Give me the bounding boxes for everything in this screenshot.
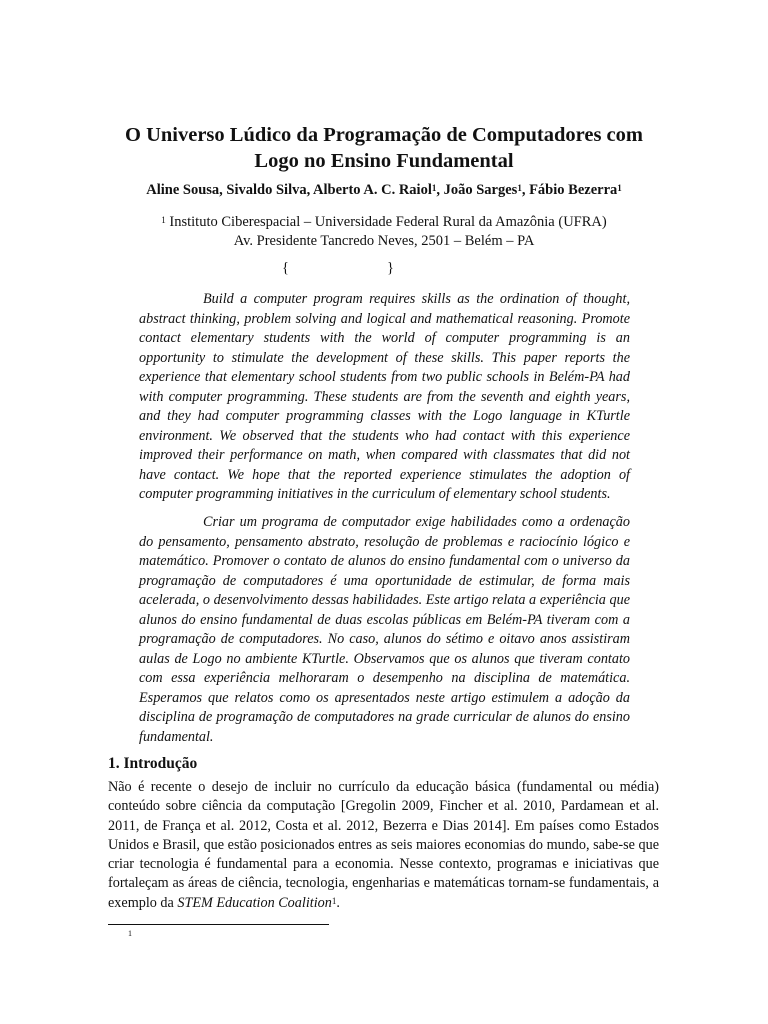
intro-italic-term: STEM Education Coalition	[177, 894, 332, 911]
paper-title	[100, 122, 668, 174]
abstract-portuguese: Criar um programa de computador exige habilidades como a ordenação do pensamento, pensamento abstrato, resolução de problemas e raciocínio lógico e matemático. Promover o contato de alunos do ensino fundamental com o universo da programação de computadores é uma oportunidade de estimular, de forma mais acelerada, o desenvolvimento dessas habilidades. Este artigo relata a experiência que alunos do ensino fundamental de duas escolas públicas em Belém-PA tiveram com a programação de computadores. No caso, alunos do sétimo e oitavo anos assistiram aulas de Logo no ambiente KTurtle. Observamos que os alunos que tiveram contato com essa experiência melhoraram o desempenho na disciplina de matemática. Esperamos que relatos como os apresentados neste artigo estimulem a adoção da disciplina de programação de computadores na grade curricular de alunos do ensino fundamental.	[139, 514, 630, 745]
email-close-brace: }	[387, 260, 394, 276]
title-line-1: O Universo Lúdico da Programação de Computadores com	[125, 124, 643, 146]
introduction-paragraph	[108, 778, 659, 913]
intro-text: Não é recente o desejo de incluir no currículo da educação básica (fundamental ou média) conteúdo sobre ciência da computação [Gregolin 2009, Fincher et al. 2010, Pardamean et al. 2011, de França et al. 2012, Costa et al. 2012, Bezerra e Dias 2014]. Em países como Estados Unidos e Brasil, que estão posicionados entres as seis maiores economias do mundo, sabe-se que criar tecnologia é fundamental para a economia. Nesse contexto, programas e iniciativas que fortaleçam as áreas de ciência, tecnologia, engenharias e matemáticas tornam-se fundamentais, a exemplo da	[108, 779, 659, 911]
intro-text-end: .	[336, 894, 340, 911]
affiliation-address: Av. Presidente Tancredo Neves, 2501 – Belém – PA	[233, 233, 535, 249]
author-list	[60, 181, 708, 199]
affiliation	[80, 213, 688, 251]
authors-part-2: , João Sarges	[436, 182, 518, 198]
email-open-brace: {	[282, 260, 289, 276]
abstract-english: Build a computer program requires skills as the ordination of thought, abstract thinking, problem solving and logical and mathematical reasoning. Promote contact elementary students with the world of computer programming is an opportunity to stimulate the development of these skills. This paper reports the experience that elementary school students from two public schools in Belém-PA had with computer programming. These students are from the seventh and eighth years, and they had computer programming classes with the Logo language in KTurtle environment. We observed that the students who had contact with this experience improved their performance on math, when compared with classmates that did not have contact. We hope that the reported experience stimulates the adoption of computer programming initiatives in the curriculum of elementary school students.	[139, 291, 630, 502]
affiliation-mark: 1	[161, 215, 166, 225]
title-line-2: Logo no Ensino Fundamental	[254, 150, 514, 172]
author-affil-mark: 1	[517, 183, 522, 193]
authors-part-1: Aline Sousa, Sivaldo Silva, Alberto A. C. Raiol	[146, 182, 432, 198]
author-affil-mark: 1	[617, 183, 622, 193]
authors-part-3: , Fábio Bezerra	[521, 182, 618, 198]
footnote-divider	[108, 924, 329, 925]
footnote-mark: 1	[128, 929, 132, 938]
affiliation-institution: Instituto Ciberespacial – Universidade Federal Rural da Amazônia (UFRA)	[165, 214, 607, 230]
affiliation-line-1	[80, 213, 688, 232]
section-heading-introduction: 1. Introdução	[108, 755, 198, 772]
footnote-reference: 1	[331, 895, 337, 906]
author-affil-mark: 1	[431, 183, 437, 193]
